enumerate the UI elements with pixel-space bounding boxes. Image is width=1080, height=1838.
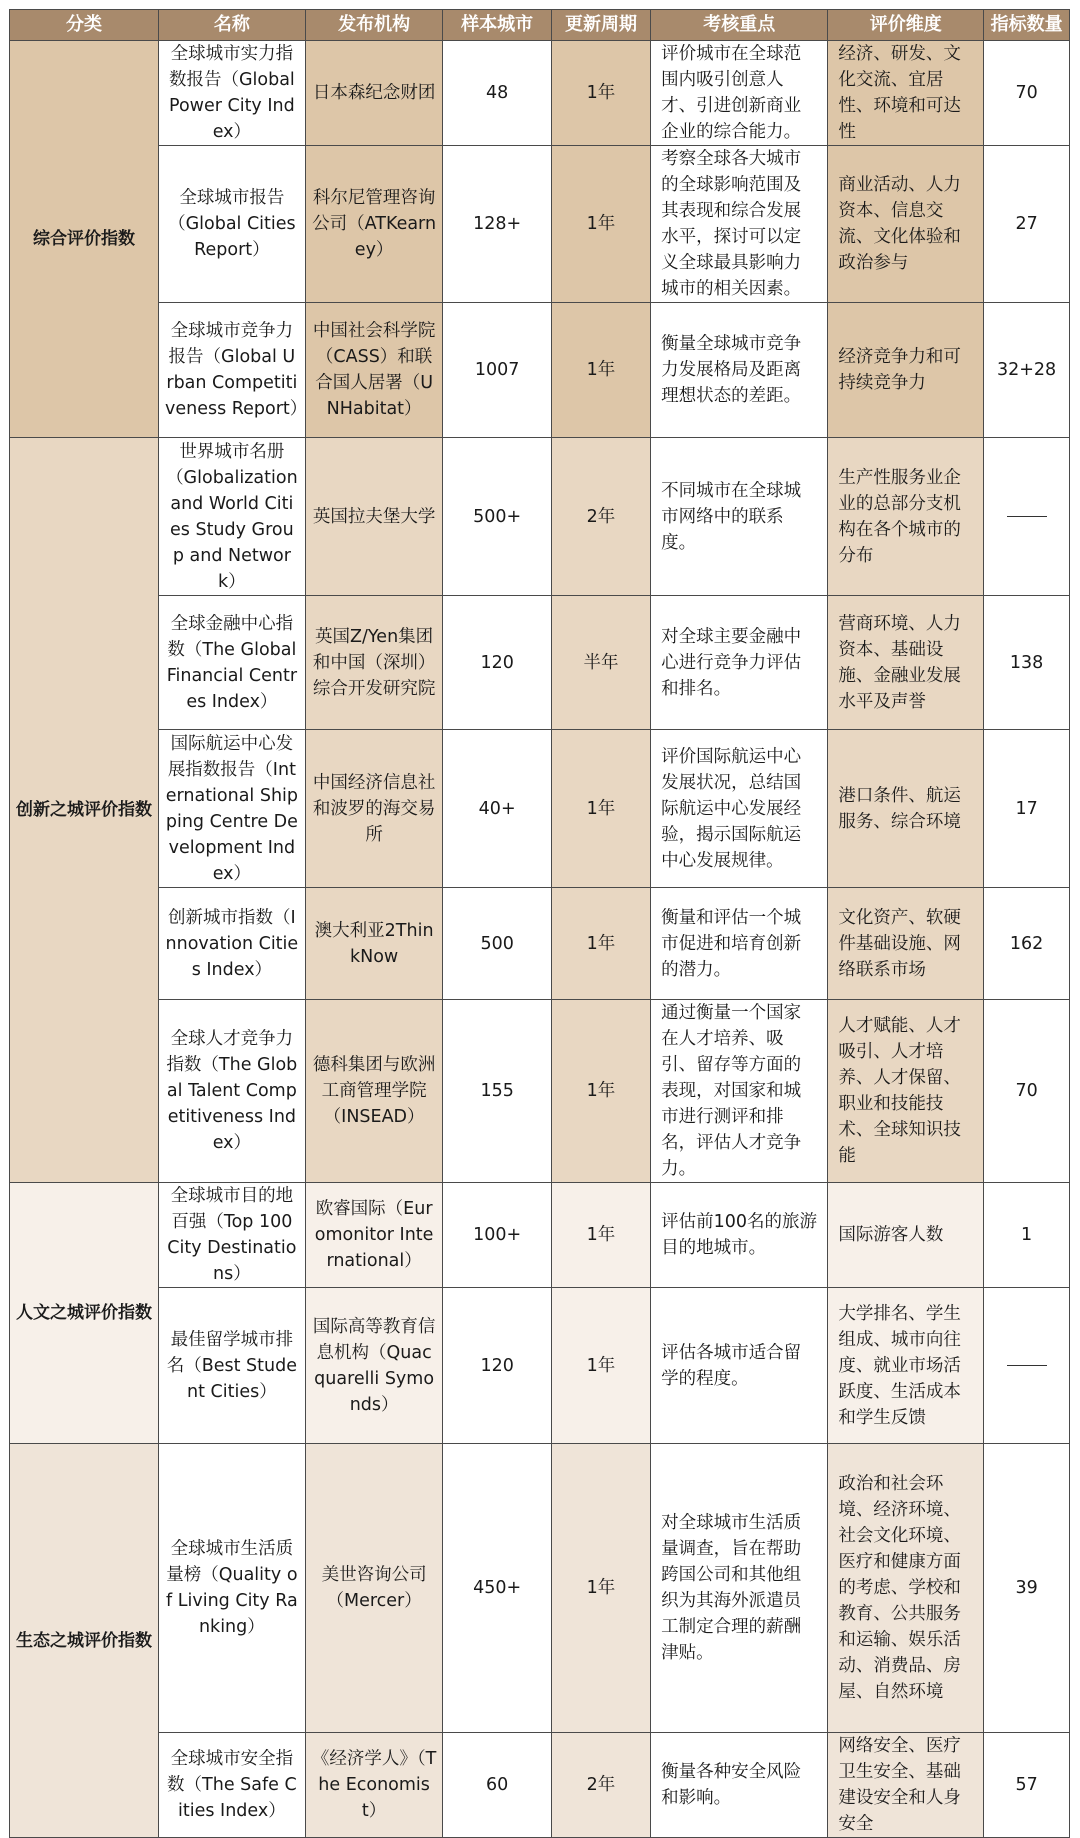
focus: 对全球城市生活质量调查，旨在帮助跨国公司和其他组织为其海外派遣员工制定合理的薪酬津贴。: [651, 1444, 828, 1733]
table-row: [10, 1733, 1070, 1838]
category-ecology: 生态之城评价指数: [10, 1444, 159, 1838]
dimensions: 生产性服务业企业的总部分支机构在各个城市的分布: [828, 438, 984, 596]
header-name: 名称: [159, 10, 306, 41]
publisher: 日本森纪念财团: [305, 41, 443, 146]
sample-cities: 500+: [443, 438, 551, 596]
indicator-count: 162: [984, 888, 1070, 1000]
sample-cities: 155: [443, 1000, 551, 1183]
update-cycle: 1年: [551, 888, 650, 1000]
publisher: 英国Z/Yen集团和中国（深圳）综合开发研究院: [305, 596, 443, 730]
dimensions: 港口条件、航运服务、综合环境: [828, 730, 984, 888]
index-name: 世界城市名册（Globalization and World Cities Study Group and Network）: [159, 438, 306, 596]
category-comprehensive: 综合评价指数: [10, 41, 159, 438]
dimensions: 人才赋能、人才吸引、人才培养、人才保留、职业和技能技术、全球知识技能: [828, 1000, 984, 1183]
update-cycle: 1年: [551, 730, 650, 888]
category-innovation: 创新之城评价指数: [10, 438, 159, 1183]
city-index-table: [9, 9, 1070, 1838]
sample-cities: 1007: [443, 303, 551, 438]
update-cycle: 2年: [551, 438, 650, 596]
sample-cities: 120: [443, 1288, 551, 1444]
update-cycle: 1年: [551, 1444, 650, 1733]
update-cycle: 1年: [551, 1000, 650, 1183]
indicator-count: 57: [984, 1733, 1070, 1838]
sample-cities: 100+: [443, 1183, 551, 1288]
table-row: [10, 596, 1070, 730]
update-cycle: 1年: [551, 146, 650, 303]
publisher: 科尔尼管理咨询公司（ATKearney）: [305, 146, 443, 303]
focus: 衡量和评估一个城市促进和培育创新的潜力。: [651, 888, 828, 1000]
indicator-count: 17: [984, 730, 1070, 888]
publisher: 中国经济信息社和波罗的海交易所: [305, 730, 443, 888]
dimensions: 网络安全、医疗卫生安全、基础建设安全和人身安全: [828, 1733, 984, 1838]
focus: 不同城市在全球城市网络中的联系度。: [651, 438, 828, 596]
index-name: 最佳留学城市排名（Best Student Cities）: [159, 1288, 306, 1444]
indicator-count: 70: [984, 1000, 1070, 1183]
focus: 衡量各种安全风险和影响。: [651, 1733, 828, 1838]
dimensions: 大学排名、学生组成、城市向往度、就业市场活跃度、生活成本和学生反馈: [828, 1288, 984, 1444]
table-row: [10, 1183, 1070, 1288]
header-publisher: 发布机构: [305, 10, 443, 41]
index-name: 创新城市指数（Innovation Cities Index）: [159, 888, 306, 1000]
focus: 评估前100名的旅游目的地城市。: [651, 1183, 828, 1288]
indicator-count: 70: [984, 41, 1070, 146]
publisher: 澳大利亚2ThinkNow: [305, 888, 443, 1000]
update-cycle: 1年: [551, 1288, 650, 1444]
publisher: 德科集团与欧洲工商管理学院（INSEAD）: [305, 1000, 443, 1183]
sample-cities: 450+: [443, 1444, 551, 1733]
index-name: 全球城市生活质量榜（Quality of Living City Ranking）: [159, 1444, 306, 1733]
focus: 评价城市在全球范围内吸引创意人才、引进创新商业企业的综合能力。: [651, 41, 828, 146]
sample-cities: 120: [443, 596, 551, 730]
dimensions: 经济、研发、文化交流、宜居性、环境和可达性: [828, 41, 984, 146]
index-name: 全球金融中心指数（The Global Financial Centres Index）: [159, 596, 306, 730]
publisher: 美世咨询公司（Mercer）: [305, 1444, 443, 1733]
focus: 评估各城市适合留学的程度。: [651, 1288, 828, 1444]
update-cycle: 1年: [551, 1183, 650, 1288]
indicator-count: [984, 438, 1070, 596]
table-row: [10, 1444, 1070, 1733]
header-sample-cities: 样本城市: [443, 10, 551, 41]
focus: 考察全球各大城市的全球影响范围及其表现和综合发展水平，探讨可以定义全球最具影响力城市的相关因素。: [651, 146, 828, 303]
table-row: [10, 730, 1070, 888]
sample-cities: 500: [443, 888, 551, 1000]
publisher: 国际高等教育信息机构（Quacquarelli Symonds）: [305, 1288, 443, 1444]
focus: 评价国际航运中心发展状况，总结国际航运中心发展经验，揭示国际航运中心发展规律。: [651, 730, 828, 888]
index-name: 全球城市竞争力报告（Global Urban Competitiveness Report）: [159, 303, 306, 438]
dimensions: 政治和社会环境、经济环境、社会文化环境、医疗和健康方面的考虑、学校和教育、公共服务和运输、娱乐活动、消费品、房屋、自然环境: [828, 1444, 984, 1733]
index-name: 全球人才竞争力指数（The Global Talent Competitiveness Index）: [159, 1000, 306, 1183]
publisher: 中国社会科学院（CASS）和联合国人居署（UNHabitat）: [305, 303, 443, 438]
indicator-count: 1: [984, 1183, 1070, 1288]
table-row: [10, 438, 1070, 596]
sample-cities: 48: [443, 41, 551, 146]
table-row: [10, 303, 1070, 438]
sample-cities: 128+: [443, 146, 551, 303]
publisher: 《经济学人》（The Economist）: [305, 1733, 443, 1838]
indicator-count: 39: [984, 1444, 1070, 1733]
index-name: 国际航运中心发展指数报告（International Shipping Centre Development Index）: [159, 730, 306, 888]
update-cycle: 1年: [551, 303, 650, 438]
indicator-count: 32+28: [984, 303, 1070, 438]
dimensions: 经济竞争力和可持续竞争力: [828, 303, 984, 438]
index-name: 全球城市安全指数（The Safe Cities Index）: [159, 1733, 306, 1838]
indicator-count: 27: [984, 146, 1070, 303]
header-indicator-count: 指标数量: [984, 10, 1070, 41]
table-row: [10, 1288, 1070, 1444]
header-row: [10, 10, 1070, 41]
header-dimensions: 评价维度: [828, 10, 984, 41]
dimensions: 商业活动、人力资本、信息交流、文化体验和政治参与: [828, 146, 984, 303]
category-humanities: 人文之城评价指数: [10, 1183, 159, 1444]
empty-value-dash: [1007, 516, 1047, 517]
index-name: 全球城市报告（Global Cities Report）: [159, 146, 306, 303]
table-row: [10, 1000, 1070, 1183]
update-cycle: 1年: [551, 41, 650, 146]
dimensions: 国际游客人数: [828, 1183, 984, 1288]
sample-cities: 60: [443, 1733, 551, 1838]
focus: 对全球主要金融中心进行竞争力评估和排名。: [651, 596, 828, 730]
index-name: 全球城市目的地百强（Top 100 City Destinations）: [159, 1183, 306, 1288]
update-cycle: 2年: [551, 1733, 650, 1838]
empty-value-dash: [1007, 1365, 1047, 1366]
dimensions: 文化资产、软硬件基础设施、网络联系市场: [828, 888, 984, 1000]
indicator-count: 138: [984, 596, 1070, 730]
header-focus: 考核重点: [651, 10, 828, 41]
dimensions: 营商环境、人力资本、基础设施、金融业发展水平及声誉: [828, 596, 984, 730]
index-name: 全球城市实力指数报告（Global Power City Index）: [159, 41, 306, 146]
publisher: 英国拉夫堡大学: [305, 438, 443, 596]
table-row: [10, 41, 1070, 146]
publisher: 欧睿国际（Euromonitor International）: [305, 1183, 443, 1288]
focus: 衡量全球城市竞争力发展格局及距离理想状态的差距。: [651, 303, 828, 438]
header-category: 分类: [10, 10, 159, 41]
focus: 通过衡量一个国家在人才培养、吸引、留存等方面的表现，对国家和城市进行测评和排名，评估人才竞争力。: [651, 1000, 828, 1183]
header-update-cycle: 更新周期: [551, 10, 650, 41]
sample-cities: 40+: [443, 730, 551, 888]
table-row: [10, 146, 1070, 303]
table-row: [10, 888, 1070, 1000]
update-cycle: 半年: [551, 596, 650, 730]
indicator-count: [984, 1288, 1070, 1444]
